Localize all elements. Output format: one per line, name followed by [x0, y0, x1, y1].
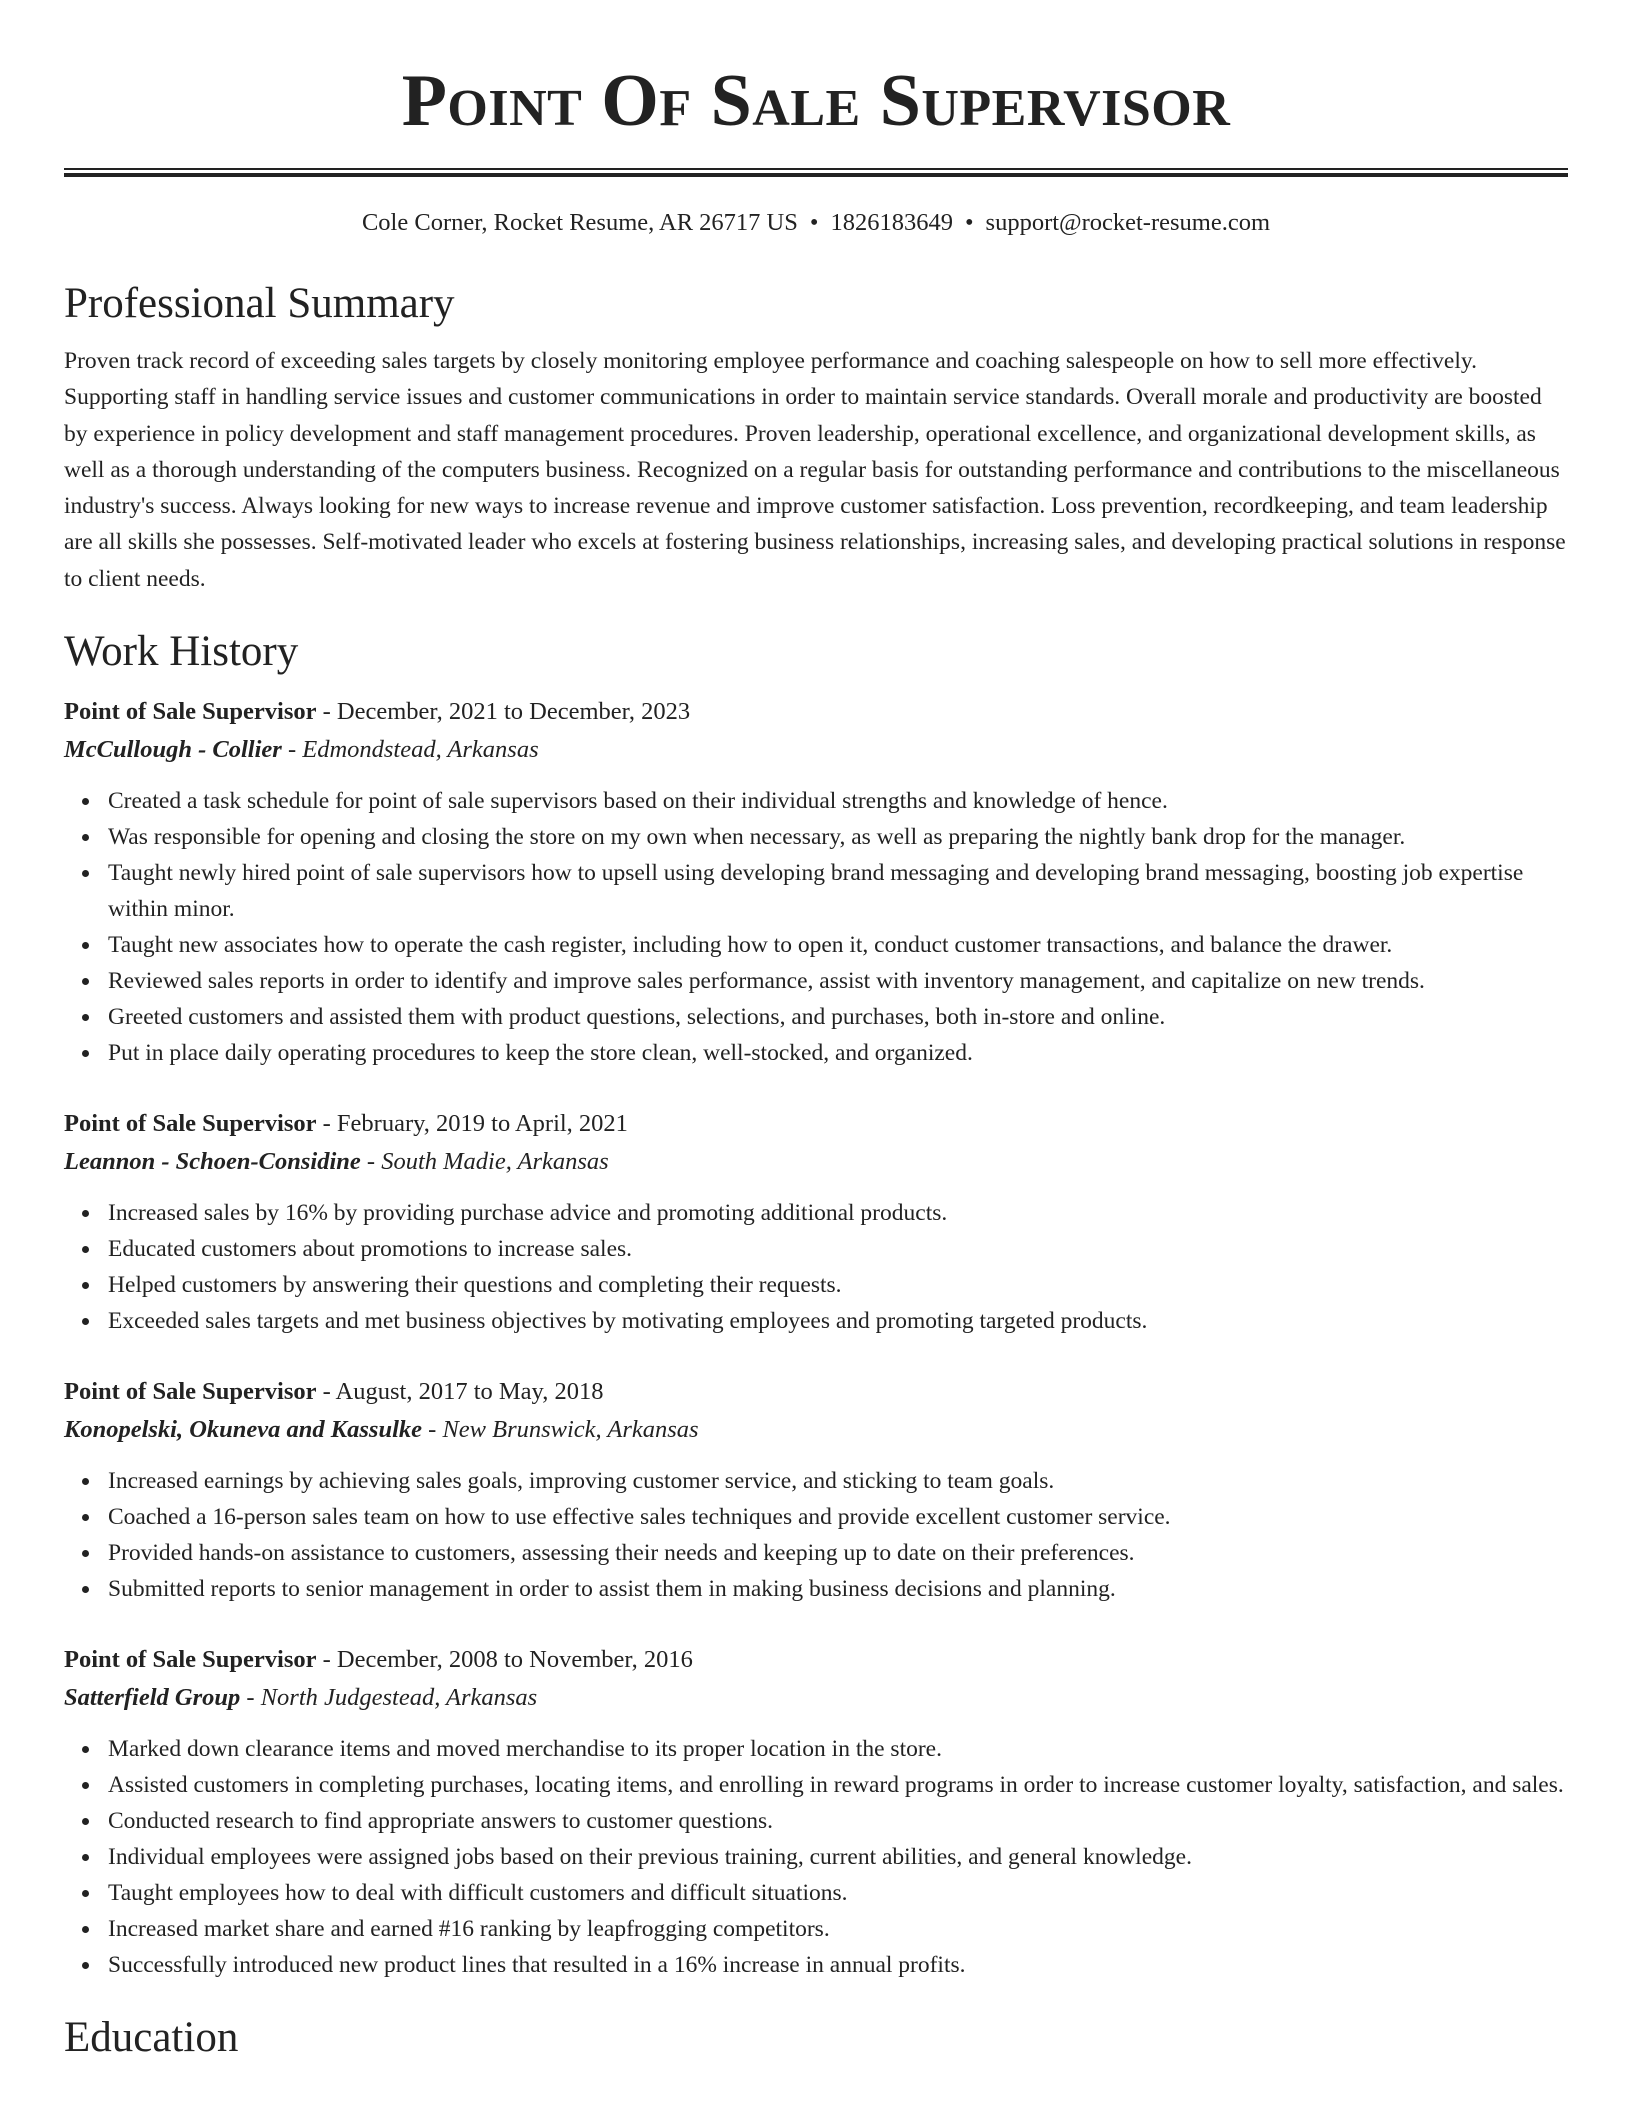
job-bullets	[64, 783, 1568, 1071]
job-entry	[64, 693, 1568, 1071]
job-bullet: Assisted customers in completing purchases, locating items, and enrolling in reward programs in order to increase customer loyalty, satisfaction, and sales.	[108, 1767, 1568, 1803]
job-company-line	[64, 1143, 1568, 1181]
job-bullet: Greeted customers and assisted them with product questions, selections, and purchases, both in-store and online.	[108, 999, 1568, 1035]
contact-line	[64, 207, 1568, 239]
contact-separator: •	[964, 209, 974, 236]
job-bullet: Provided hands-on assistance to customers, assessing their needs and keeping up to date on their preferences.	[108, 1535, 1568, 1571]
job-dates: - August, 2017 to May, 2018	[316, 1378, 604, 1406]
job-bullets	[64, 1731, 1568, 1983]
job-bullet: Submitted reports to senior management in order to assist them in making business decisions and planning.	[108, 1571, 1568, 1607]
education-heading: Education	[64, 2014, 239, 2062]
job-bullet: Coached a 16-person sales team on how to use effective sales techniques and provide excellent customer service.	[108, 1499, 1568, 1535]
contact-phone: 1826183649	[830, 209, 953, 236]
job-company: Leannon - Schoen-Considine	[64, 1148, 361, 1176]
job-bullet: Created a task schedule for point of sale supervisors based on their individual strengths and knowledge of hence.	[108, 783, 1568, 819]
job-bullet: Taught new associates how to operate the cash register, including how to open it, conduct customer transactions, and balance the drawer.	[108, 927, 1568, 963]
contact-address: Cole Corner, Rocket Resume, AR 26717 US	[361, 209, 798, 236]
job-role: Point of Sale Supervisor	[64, 1646, 317, 1674]
job-bullet: Individual employees were assigned jobs based on their previous training, current abilities, and general knowledge.	[108, 1839, 1568, 1875]
header-divider	[64, 168, 1568, 177]
job-role: Point of Sale Supervisor	[64, 698, 317, 726]
resume-name: Point Of Sale Supervisor	[401, 60, 1231, 142]
job-company: Konopelski, Okuneva and Kassulke	[64, 1416, 423, 1444]
job-bullet: Increased earnings by achieving sales goals, improving customer service, and sticking to team goals.	[108, 1463, 1568, 1499]
job-bullet: Exceeded sales targets and met business objectives by motivating employees and promoting targeted products.	[108, 1303, 1568, 1339]
job-dates: - December, 2008 to November, 2016	[316, 1646, 693, 1674]
job-bullet: Conducted research to find appropriate answers to customer questions.	[108, 1803, 1568, 1839]
job-bullet: Educated customers about promotions to increase sales.	[108, 1231, 1568, 1267]
job-entry	[64, 1105, 1568, 1339]
job-bullet: Was responsible for opening and closing the store on my own when necessary, as well as preparing the nightly bank drop for the manager.	[108, 819, 1568, 855]
job-bullet: Successfully introduced new product lines that resulted in a 16% increase in annual profits.	[108, 1947, 1568, 1983]
job-company: Satterfield Group	[64, 1684, 241, 1712]
work-history-list	[64, 693, 1568, 1983]
job-role-line	[64, 1641, 1568, 1679]
contact-email: support@rocket-resume.com	[985, 209, 1271, 236]
job-bullet: Increased market share and earned #16 ranking by leapfrogging competitors.	[108, 1911, 1568, 1947]
summary-heading: Professional Summary	[64, 280, 455, 327]
contact-separator: •	[809, 209, 819, 236]
job-dates: - February, 2019 to April, 2021	[316, 1110, 628, 1138]
job-location: - New Brunswick, Arkansas	[422, 1416, 699, 1444]
job-bullets	[64, 1463, 1568, 1607]
job-bullets	[64, 1195, 1568, 1339]
job-role: Point of Sale Supervisor	[64, 1110, 317, 1138]
work-history-heading: Work History	[64, 628, 299, 676]
job-company: McCullough - Collier	[64, 736, 282, 764]
job-company-line	[64, 731, 1568, 769]
job-dates: - December, 2021 to December, 2023	[316, 698, 691, 726]
job-bullet: Taught employees how to deal with difficult customers and difficult situations.	[108, 1875, 1568, 1911]
job-role-line	[64, 1105, 1568, 1143]
job-bullet: Helped customers by answering their questions and completing their requests.	[108, 1267, 1568, 1303]
job-location: - South Madie, Arkansas	[360, 1148, 609, 1176]
job-bullet: Taught newly hired point of sale supervisors how to upsell using developing brand messaging and developing brand messaging, boosting job expertise within minor.	[108, 855, 1568, 927]
resume-page	[64, 0, 1568, 2065]
job-company-line	[64, 1411, 1568, 1449]
job-bullet: Reviewed sales reports in order to identify and improve sales performance, assist with inventory management, and capitalize on new trends.	[108, 963, 1568, 999]
job-bullet: Increased sales by 16% by providing purchase advice and promoting additional products.	[108, 1195, 1568, 1231]
job-entry	[64, 1373, 1568, 1607]
job-role: Point of Sale Supervisor	[64, 1378, 317, 1406]
summary-text: Proven track record of exceeding sales targets by closely monitoring employee performance and coaching salespeople on how to sell more effectively. Supporting staff in handling service issues and customer communications in order to maintain service standards. Overall morale and productivity are boosted by experience in policy development and staff management procedures. Proven leadership, operational excellence, and organizational development skills, as well as a thorough understanding of the computers business. Recognized on a regular basis for outstanding performance and contributions to the miscellaneous industry's success. Always looking for new ways to increase revenue and improve customer satisfaction. Loss prevention, recordkeeping, and team leadership are all skills she possesses. Self-motivated leader who excels at fostering business relationships, increasing sales, and developing practical solutions in response to client needs.	[64, 348, 1566, 592]
job-role-line	[64, 1373, 1568, 1411]
job-location: - Edmondstead, Arkansas	[281, 736, 539, 764]
job-entry	[64, 1641, 1568, 1983]
job-location: - North Judgestead, Arkansas	[240, 1684, 538, 1712]
job-bullet: Put in place daily operating procedures to keep the store clean, well-stocked, and organized.	[108, 1035, 1568, 1071]
job-company-line	[64, 1679, 1568, 1717]
job-role-line	[64, 693, 1568, 731]
job-bullet: Marked down clearance items and moved merchandise to its proper location in the store.	[108, 1731, 1568, 1767]
